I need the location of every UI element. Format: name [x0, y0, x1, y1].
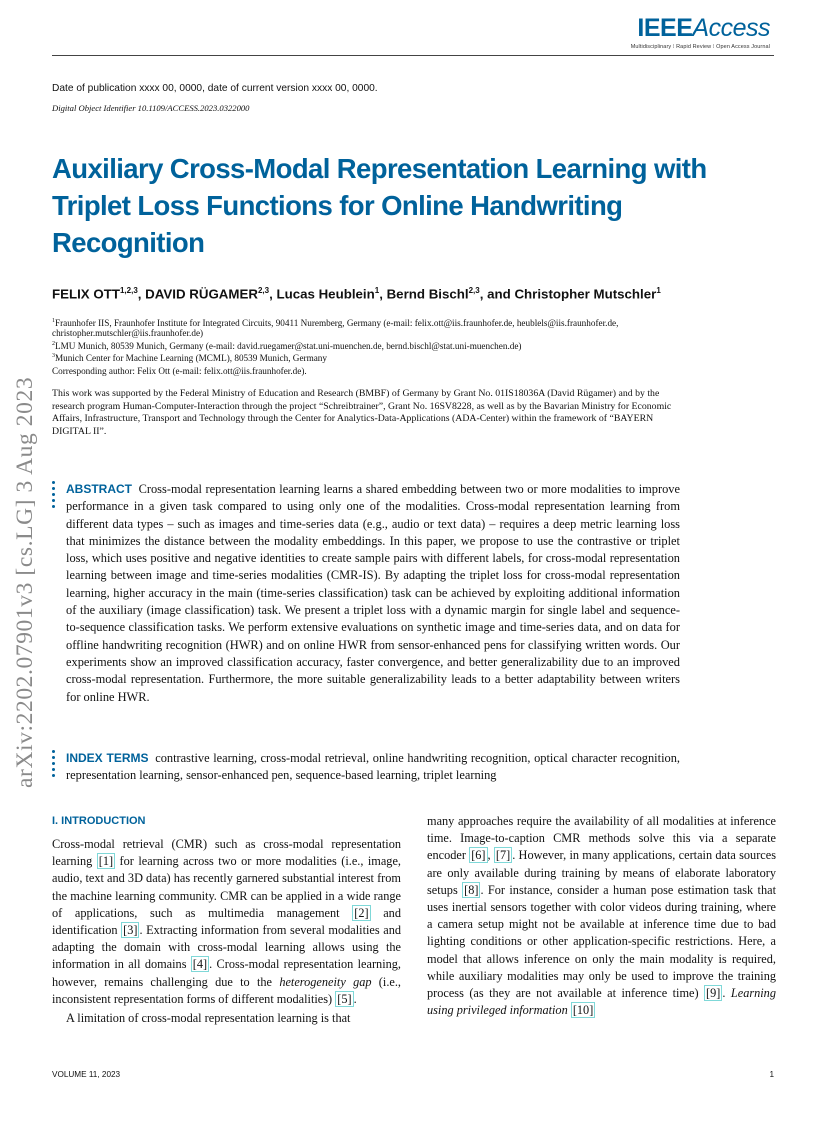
author-name: Christopher Mutschler: [514, 286, 657, 302]
body-text: . However, in many applications, certain data sources are only available during training by means of elaborate laboratory setups: [427, 848, 776, 897]
index-terms: [66, 750, 680, 785]
logo-ieee-text: IEEE: [637, 14, 693, 42]
citation-link[interactable]: [7]: [495, 848, 511, 863]
body-text: . Cross-modal representation learning, however, remains challenging due to the: [52, 957, 401, 989]
abstract-dots-marker: [52, 481, 56, 511]
arxiv-stamp: arXiv:2202.07901v3 [cs.LG] 3 Aug 2023: [12, 376, 38, 788]
body-text: . For instance, consider a human pose estimation task that uses inertial sensors together with color videos during training, where a camera setup might not be available at inference time due to bad lighting conditions or other application-specific restrictions. Here, a model that allows inference on only the main modality is required, while auxiliary modalities may only be used to improve the training process (as they are not available at inference time): [427, 882, 776, 1001]
index-terms-dots-marker: [52, 750, 56, 780]
body-column-left: [52, 836, 401, 1027]
affiliation-text: LMU Munich, 80539 Munich, Germany (e-mail: david.ruegamer@stat.uni-muenchen.de, bernd.bischl@stat.uni-muenchen.de): [55, 341, 522, 352]
author-name: DAVID RÜGAMER: [145, 286, 258, 302]
author-name: Lucas Heublein: [276, 286, 375, 302]
paragraph: [427, 813, 776, 1019]
author-list: [52, 282, 752, 302]
body-text: .: [722, 986, 731, 1001]
funding-note: This work was supported by the Federal Ministry of Education and Research (BMBF) of Germany by Grant No. 01IS18036A (David Rügamer) and by the research program Human-Computer-Interaction through the project “Schreibtrainer”, Grant No. 16SV8228, as well as by the Bavarian Ministry for Economic Affairs, Infrastructure, Transport and Technology through the Center for Analytics-Data-Applications (ADA-Center) within the framework of “BAYERN DIGITAL II”.: [52, 388, 672, 437]
author-name: FELIX OTT: [52, 286, 120, 302]
emphasis-text: Learning using privileged information: [427, 986, 776, 1018]
author-affil-sup: 2,3: [257, 286, 270, 295]
body-text: many approaches require the availability of all modalities at inference time. Image-to-caption CMR methods solve this via a separate encoder: [427, 814, 776, 863]
doi: Digital Object Identifier 10.1109/ACCESS.2023.0322000: [52, 103, 250, 113]
footer-volume: VOLUME 11, 2023: [52, 1070, 121, 1079]
author-affil-sup: 1: [374, 286, 380, 295]
author-separator: ,: [137, 286, 146, 302]
affiliation-3: [52, 351, 772, 365]
paragraph: A limitation of cross-modal representation learning is that: [66, 1011, 351, 1026]
citation-link[interactable]: [1]: [98, 854, 114, 869]
logo-tagline: Multidisciplinary ⁞ Rapid Review ⁞ Open Access Journal: [630, 44, 770, 50]
citation-link[interactable]: [4]: [192, 957, 208, 972]
affiliation-text: Munich Center for Machine Learning (MCML), 80539 Munich, Germany: [55, 352, 327, 363]
corresponding-author: Corresponding author: Felix Ott (e-mail: felix.ott@iis.fraunhofer.de).: [52, 366, 307, 376]
journal-logo: [631, 14, 770, 50]
header-rule: [52, 55, 774, 56]
citation-link[interactable]: [8]: [464, 882, 479, 897]
logo-access-text: Access: [692, 14, 770, 42]
author-separator: , and: [479, 286, 515, 302]
body-text: for learning across two or more modalities (i.e., image, audio, text and 3D data) has recently garnered substantial interest from the machine learning community. CMR can be applied in a wide range of applications, such as multimedia management: [52, 854, 401, 920]
author-affil-sup: 1: [656, 286, 661, 295]
affiliation-sup: 3: [52, 352, 55, 359]
citation-link[interactable]: [6]: [471, 848, 486, 863]
affiliation-sup: 1: [52, 318, 55, 324]
index-terms-label: INDEX TERMS: [66, 751, 149, 765]
body-text: and identification: [52, 905, 401, 938]
page-number: 1: [769, 1070, 774, 1079]
affiliation-text: Fraunhofer IIS, Fraunhofer Institute for Integrated Circuits, 90411 Nuremberg, Germany (e-mail: felix.ott@iis.fraunhofer.de, heublels@iis.fraunhofer.de,: [55, 318, 619, 329]
publication-date: Date of publication xxxx 00, 0000, date of current version xxxx 00, 0000.: [52, 83, 378, 94]
section-heading: I. INTRODUCTION: [52, 815, 146, 827]
citation-link[interactable]: [9]: [706, 986, 721, 1001]
abstract-text: Cross-modal representation learning learns a shared embedding between two or more modalities to improve performance in a given task compared to using only one of the modalities. Cross-modal representation learning from different data types – such as images and time-series data (e.g., audio or text data) – requires a deep metric learning loss that minimizes the distance between the modality embeddings. In this paper, we propose to use the contrastive or triplet loss, which uses positive and negative identities to create sample pairs with different labels, for cross-modal representation learning between image and time-series modalities (CMR-IS). By adapting the triplet loss for cross-modal representation learning, higher accuracy in the main (time-series classification) task can be achieved by exploiting additional information of the auxiliary (image classification) task. We present a triplet loss with a dynamic margin for single label and sequence-to-sequence classification tasks. We perform extensive evaluations on synthetic image and time-series data, and on data for offline handwriting recognition (HWR) and on online HWR from sensor-enhanced pens for classifying written words. Our experiments show an improved classification accuracy, faster convergence, and better generalizability due to an improved cross-modal representation. Furthermore, the more suitable generalizability leads to a better adaptability between writers for online HWR.: [66, 482, 680, 704]
index-terms-text: contrastive learning, cross-modal retrieval, online handwriting recognition, optical character recognition, representation learning, sensor-enhanced pen, sequence-based learning, triplet learning: [66, 751, 681, 783]
author-affil-sup: 1,2,3: [119, 286, 138, 295]
body-text: .: [353, 991, 357, 1006]
abstract-label: ABSTRACT: [66, 482, 132, 496]
body-text: (i.e., inconsistent representation forms of different modalities): [52, 974, 401, 1006]
affiliation-sup: 2: [52, 341, 55, 347]
affiliation-text: christopher.mutschler@iis.fraunhofer.de): [52, 327, 204, 338]
body-text: . Extracting information from several modalities and adapting the domain with cross-modal learning allows using the information in all domains: [52, 923, 401, 972]
body-text: Cross-modal retrieval (CMR) such as cross-modal representation learning: [52, 837, 401, 869]
citation-link[interactable]: [2]: [354, 905, 369, 920]
citation-link[interactable]: [5]: [337, 991, 352, 1006]
emphasis-text: heterogeneity gap: [279, 974, 372, 989]
author-separator: ,: [379, 286, 387, 302]
paragraph: [52, 836, 401, 1008]
author-separator: ,: [269, 286, 277, 302]
abstract: [66, 481, 680, 706]
citation-link[interactable]: [3]: [123, 923, 138, 938]
author-name: Bernd Bischl: [386, 286, 469, 302]
affiliation-1-cont: [52, 328, 772, 340]
author-affil-sup: 2,3: [468, 286, 480, 295]
body-text: ,: [487, 848, 494, 863]
citation-link[interactable]: [10]: [572, 1003, 594, 1018]
paper-title: Auxiliary Cross-Modal Representation Learning with Triplet Loss Functions for Online Handwriting Recognition: [52, 153, 707, 258]
body-column-right: [427, 813, 776, 1019]
